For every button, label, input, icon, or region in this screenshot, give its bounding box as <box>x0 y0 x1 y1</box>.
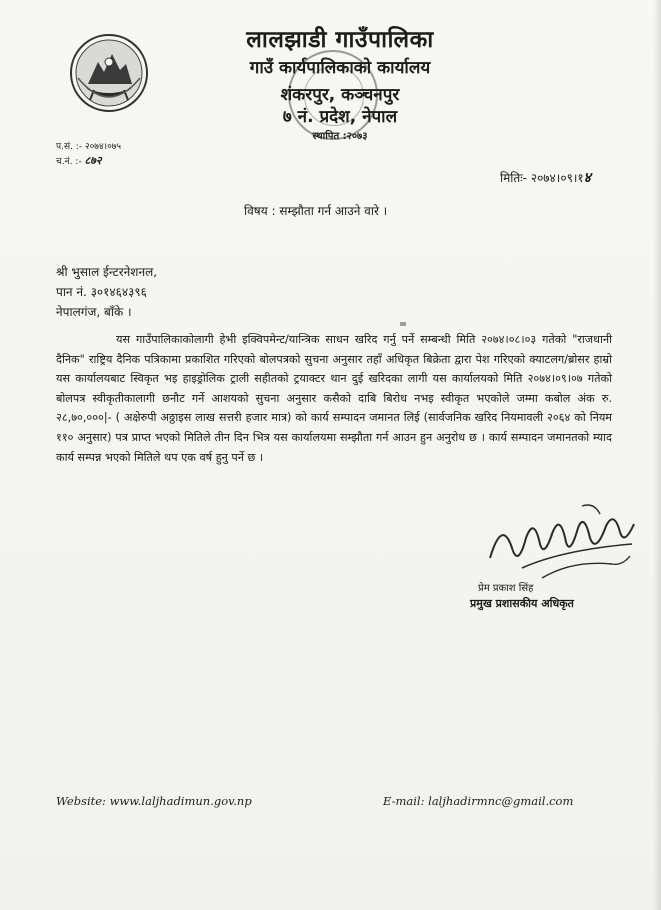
office-name: गाउँ कार्यपालिकाको कार्यालय <box>249 58 431 78</box>
page-edge-shadow <box>653 0 661 910</box>
signatory-title: प्रमुख प्रशासकीय अधिकृत <box>470 597 574 610</box>
letter-body <box>56 330 612 467</box>
scan-speck <box>400 322 406 326</box>
addressee-city: नेपालगंज, बाँके । <box>56 305 132 319</box>
footer-email: E-mail: laljhadirmnc@gmail.com <box>383 794 574 808</box>
chalani-row <box>56 154 121 169</box>
nepal-emblem-icon <box>68 32 150 114</box>
chalani-value: ८७२ <box>84 154 102 167</box>
office-location: शंकरपुर, कञ्चनपुर <box>280 85 400 105</box>
signatory-name: प्रेम प्रकाश सिंह <box>478 583 534 594</box>
province-country: ७ नं. प्रदेश, नेपाल <box>282 107 398 127</box>
date-printed: २०७४।०९।१ <box>530 171 584 185</box>
org-name: लालझाडी गाउँपालिका <box>246 27 434 53</box>
patra-sankhya-label: प.सं. :- <box>56 142 83 152</box>
footer-website: Website: www.laljhadimun.gov.np <box>56 794 252 808</box>
addressee-name: श्री भुसाल ईन्टरनेशनल, <box>56 265 158 279</box>
body-paragraph: यस गाउँपालिकाकोलागी हेभी इक्विपमेन्ट/यान्त्रिक साधन खरिद गर्नु पर्ने सम्बन्धी मिति २०७४।०८।०३ गतेको "राजधानी दैनिक" राष्ट्रिय दैनिक पत्रिकामा प्रकाशित गरिएको बोलपत्रको सुचना अनुसार तहाँ अधिकृत बिक्रेता द्वारा पेश गरिएको क्याटलग/ब्रोसर हाम्रो यस कार्यालयबाट स्विकृत भइ हाइड्रोलिक ट्राली सहीतको ट्रयाक्टर थान दुई खरिदका लागी यस कार्यालयको मिति २०७४।०९।०७ गतेको बोलपत्र स्वीकृतीकालागी छनौट गर्ने आशयको सुचना अनुसार कसैको दाबि बिरोध नभइ स्वीकृत भएकोले जम्मा कबोल अंक रु. २८,७०,०००|- ( अक्षेरुपी अठ्ठाइस लाख सत्तरी हजार मात्र) को कार्य सम्पादन जमानत लिई (सार्वजनिक खरिद नियमावली २०६४ को नियम ११० अनुसार) पत्र प्राप्त भएको मितिले तीन दिन भित्र यस कार्यालयमा सम्झौता गर्न आउन हुन अनुरोध छ । कार्य सम्पादन जमानतको म्याद कार्य सम्पन्न भएको मितिले थप एक वर्ष हुनु पर्ने छ । <box>56 333 612 464</box>
subject-line <box>244 202 387 219</box>
date-label: मितिः- <box>500 171 527 185</box>
addressee-block <box>56 262 157 322</box>
established-date: स्थापित :२०७३ <box>312 131 368 142</box>
addressee-pan: पान नं. ३०१४६४३९६ <box>56 285 147 299</box>
subject-text: सम्झौता गर्न आउने वारे । <box>279 204 388 218</box>
letter-date <box>500 168 591 187</box>
handwritten-signature-icon <box>482 498 642 588</box>
date-handwritten-digit: ४ <box>583 170 591 186</box>
seal-inner-ring <box>304 66 364 126</box>
patra-sankhya-row <box>56 140 121 154</box>
reference-block <box>56 140 121 169</box>
patra-sankhya-value: २०७४।०७५ <box>84 142 122 152</box>
office-seal-stamp <box>288 50 378 140</box>
chalani-label: च.नं. :- <box>56 157 82 167</box>
subject-label: विषय : <box>244 204 276 218</box>
